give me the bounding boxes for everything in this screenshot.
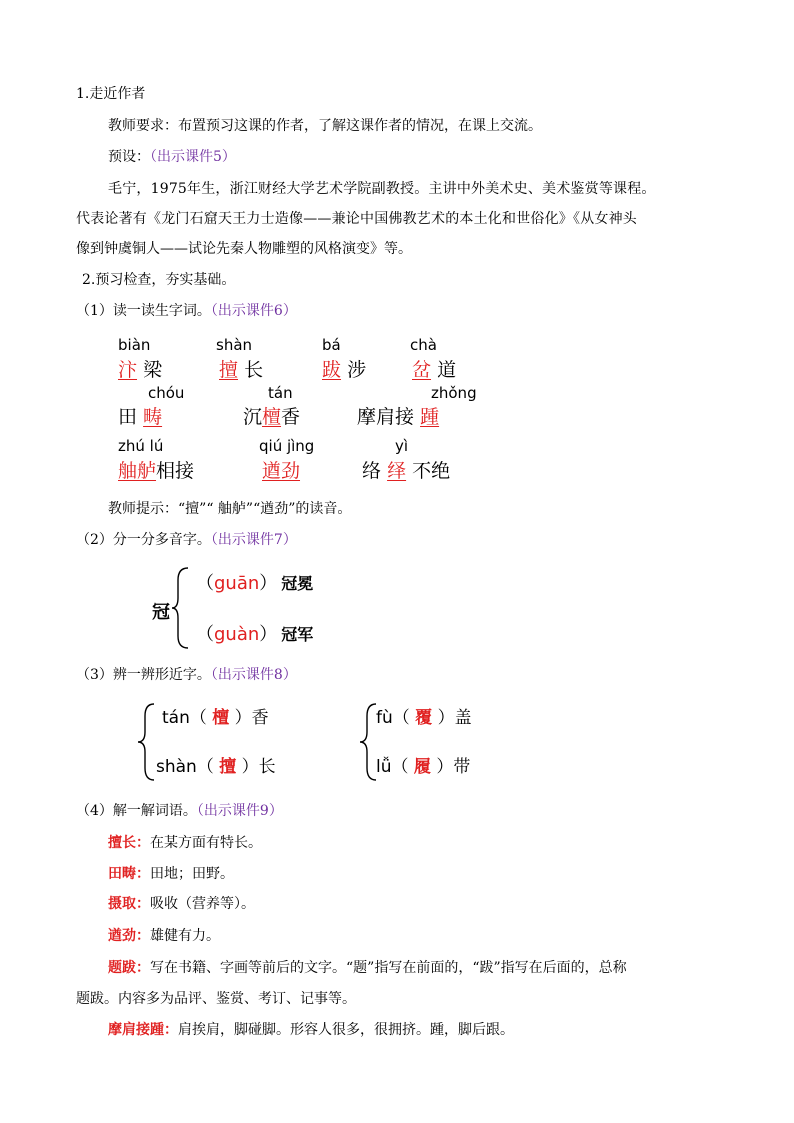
def-term: 田畴：	[108, 866, 150, 882]
pinyin-ba: bá	[322, 336, 341, 354]
def-text: 题跋。内容多为品评、鉴赏、考订、记事等。	[76, 991, 356, 1007]
similar-b2	[376, 752, 470, 777]
author-bio-line-1: 毛宁，1975年生，浙江财经大学艺术学院副教授。主讲中外美术史、美术鉴赏等课程。	[108, 181, 656, 197]
similar-a1	[162, 703, 269, 728]
def-term: 摩肩接踵：	[108, 1022, 178, 1038]
char-xiang: 香	[281, 406, 301, 428]
slide-ref-9: （出示课件9）	[196, 803, 283, 819]
def-tiba	[108, 957, 627, 977]
char-luo: 络	[362, 460, 382, 482]
char-chang: 长	[258, 757, 276, 777]
paren-close: ）	[436, 757, 454, 777]
word-mojianjiezhong	[357, 402, 439, 429]
def-text: 雄健有力。	[150, 928, 220, 944]
char-dai: 带	[453, 757, 471, 777]
char-chen: 沉	[243, 406, 263, 428]
q4-label: （4）解一解词语。	[76, 803, 197, 819]
pinyin-chou: chóu	[148, 384, 185, 402]
def-qiujing	[108, 925, 220, 945]
q2-label: （2）分一分多音字。	[76, 532, 211, 548]
answer-tan: 檀	[212, 708, 230, 728]
char-zhong: 踵	[420, 406, 440, 428]
char-dao: 道	[437, 359, 457, 381]
def-sheqv	[108, 893, 255, 913]
char-chang: 长	[244, 359, 264, 381]
similar-b1	[376, 703, 472, 728]
pinyin-tan: tán（	[162, 708, 207, 728]
def-term: 遒劲：	[108, 928, 150, 944]
pinyin-cha: chà	[410, 336, 437, 354]
char-qiujing: 遒劲	[262, 460, 301, 482]
preset-line	[108, 146, 236, 166]
word-luoyibujue	[362, 456, 450, 483]
answer-shan: 擅	[219, 757, 237, 777]
similar-a2	[156, 752, 276, 777]
word-chentanxiang	[243, 402, 300, 429]
chars-mojianjie: 摩肩接	[357, 406, 415, 428]
char-yi: 绎	[387, 460, 407, 482]
pinyin-fu: fù（	[376, 708, 410, 728]
teacher-requirement: 教师要求：布置预习这课的作者，了解这课作者的情况，在课上交流。	[108, 118, 542, 134]
pinyin-shan: shàn	[216, 336, 253, 354]
char-tian: 田	[118, 406, 138, 428]
q3-heading	[76, 664, 297, 684]
char-chou: 畴	[143, 406, 163, 428]
word-shanchang	[219, 355, 263, 382]
slide-ref-5: （出示课件5）	[150, 149, 236, 165]
word-zhulu	[118, 456, 194, 483]
section-2-title: 2.预习检查，夯实基础。	[82, 272, 236, 288]
chars-xiangjie: 相接	[156, 460, 195, 482]
author-bio-line-2: 代表论著有《龙门石窟天王力士造像——兼论中国佛教艺术的本土化和世俗化》《从女神头	[76, 211, 637, 227]
paren-close: ）	[241, 757, 259, 777]
chars-bujue: 不绝	[412, 460, 451, 482]
q1-heading	[76, 300, 297, 320]
polyphone-row-2	[196, 620, 313, 646]
q3-label: （3）辨一辨形近字。	[76, 667, 211, 683]
polyphone-char: 冠	[152, 602, 170, 623]
word-bianliang	[118, 355, 162, 382]
char-cha: 岔	[412, 359, 432, 381]
pinyin-tan: tán	[268, 384, 293, 402]
author-bio-line-3: 像到钟虞铜人——试论先秦人物雕塑的风格演变》等。	[76, 241, 412, 257]
def-tianchou	[108, 863, 234, 883]
q2-heading	[76, 529, 297, 549]
def-term: 摄取：	[108, 896, 150, 912]
char-tan: 檀	[262, 406, 282, 428]
def-tiba-cont	[76, 988, 356, 1008]
pinyin-lv: lǚ（	[376, 757, 409, 777]
slide-ref-8: （出示课件8）	[210, 667, 297, 683]
paren-close: ）	[437, 708, 455, 728]
answer-fu: 覆	[415, 708, 433, 728]
answer-lv: 履	[413, 757, 431, 777]
pinyin-guan1: guān	[214, 573, 260, 594]
pinyin-zhong: zhǒng	[431, 384, 477, 402]
def-mojianjiezhong	[108, 1019, 514, 1039]
pinyin-yi: yì	[395, 437, 409, 455]
left-brace-icon	[170, 566, 194, 650]
char-zhulu: 舳舻	[118, 460, 157, 482]
char-gai: 盖	[454, 708, 472, 728]
paren-close: ）	[234, 708, 252, 728]
q4-heading	[76, 800, 283, 820]
q1-label: （1）读一读生字词。	[76, 303, 211, 319]
def-shanchang	[108, 832, 262, 852]
char-shan: 擅	[219, 359, 239, 381]
def-term: 擅长：	[108, 835, 150, 851]
slide-ref-7: （出示课件7）	[210, 532, 297, 548]
pinyin-zhulu: zhú lú	[118, 437, 164, 455]
char-she: 涉	[347, 359, 367, 381]
polyphone-row-1	[196, 569, 313, 595]
def-text: 在某方面有特长。	[150, 835, 262, 851]
char-bian: 汴	[118, 359, 138, 381]
pinyin-guan4: guàn	[214, 624, 260, 645]
paren-close: ）	[259, 624, 278, 645]
paren-close: ）	[259, 573, 278, 594]
word-bashe	[322, 355, 366, 382]
def-text: 田地；田野。	[150, 866, 234, 882]
preset-label: 预设：	[108, 149, 150, 165]
word-guanjun: 冠军	[281, 625, 314, 644]
def-text: 吸收（营养等）。	[150, 896, 255, 912]
teacher-hint: 教师提示：“擅”“ 舳舻”“遒劲”的读音。	[108, 501, 352, 517]
def-text: 写在书籍、字画等前后的文字。“题”指写在前面的，“跋”指写在后面的，总称	[150, 960, 627, 976]
char-xiang: 香	[251, 708, 269, 728]
pinyin-shan: shàn（	[156, 757, 214, 777]
char-liang: 梁	[143, 359, 163, 381]
slide-ref-6: （出示课件6）	[210, 303, 297, 319]
section-1-title: 1.走近作者	[76, 86, 146, 102]
def-text: 肩挨肩，脚碰脚。形容人很多，很拥挤。踵，脚后跟。	[178, 1022, 514, 1038]
word-qiujing	[262, 456, 300, 483]
char-ba: 跋	[322, 359, 342, 381]
paren-open: （	[196, 573, 214, 594]
paren-open: （	[196, 624, 214, 645]
word-chadao	[412, 355, 456, 382]
def-term: 题跋：	[108, 960, 150, 976]
pinyin-bian: biàn	[118, 336, 151, 354]
pinyin-qiujing: qiú jìng	[259, 437, 315, 455]
word-tianchou	[118, 402, 162, 429]
word-guanmian: 冠冕	[281, 574, 314, 593]
